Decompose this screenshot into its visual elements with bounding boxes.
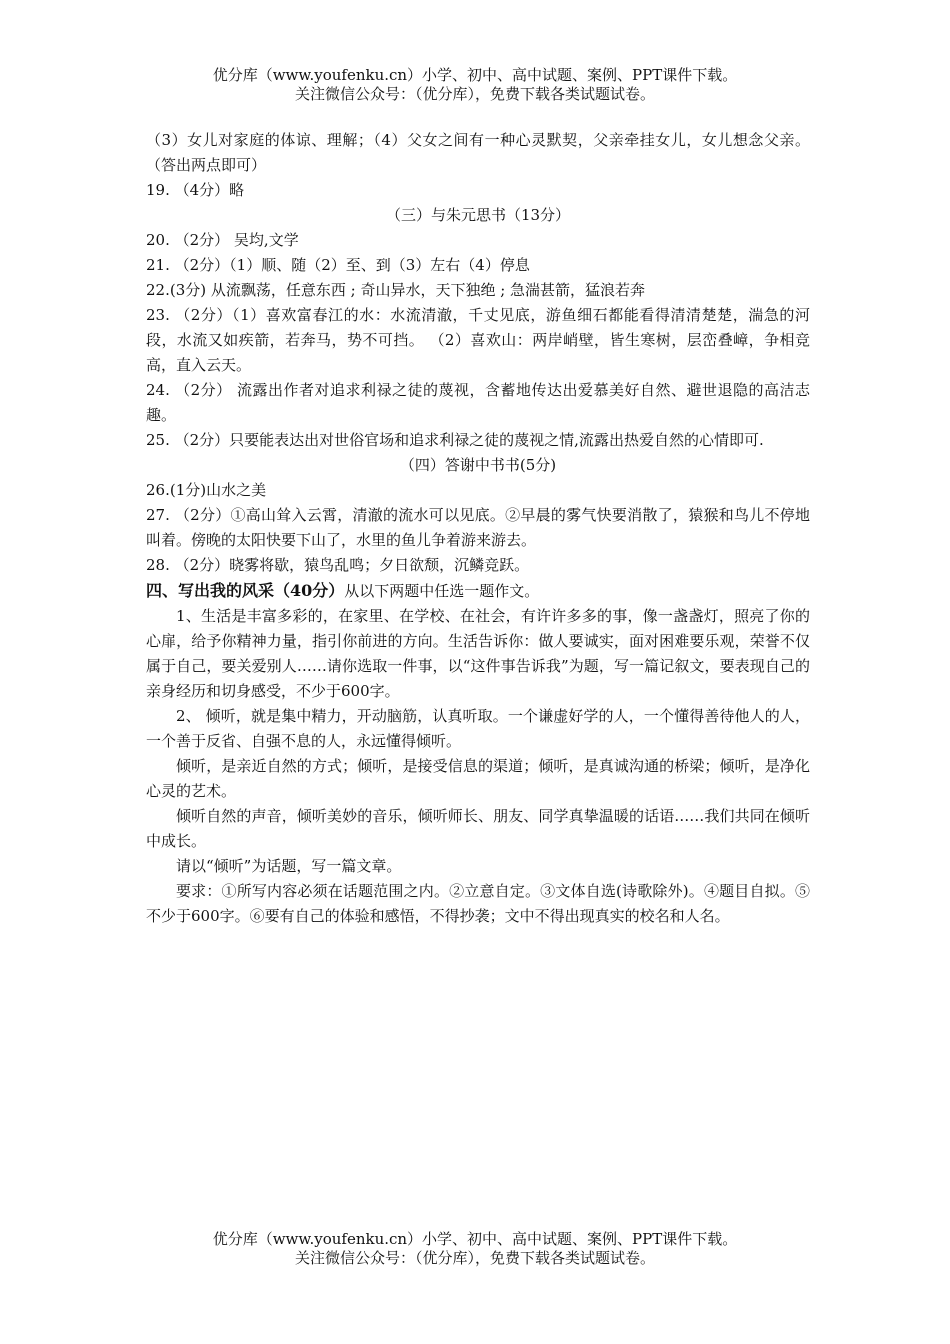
answer-27: 27. （2分）①高山耸入云霄，清澈的流水可以见底。②早晨的雾气快要消散了，猿猴和鸟儿不停地叫着。傍晚的太阳快要下山了，水里的鱼儿争着游来游去。 (146, 506, 810, 549)
essay-requirements: 要求：①所写内容必须在话题范围之内。②立意自定。③文体自选(诗歌除外)。④题目自拟。⑤不少于600字。⑥要有自己的体验和感悟，不得抄袭；文中不得出现真实的校名和人名。 (146, 882, 810, 925)
essay-topic-1: 1、生活是丰富多彩的，在家里、在学校、在社会，有许许多多的事，像一盏盏灯，照亮了你的心扉，给予你精神力量，指引你前进的方向。生活告诉你：做人要诚实，面对困难要乐观，荣誉不仅属于自己，要关爱别人……请你选取一件事，以“这件事告诉我”为题，写一篇记叙文，要表现自己的亲身经历和切身感受，不少于600字。 (146, 607, 810, 700)
answer-23: 23. （2分）（1）喜欢富春江的水：水流清澈，千丈见底，游鱼细石都能看得清清楚楚，湍急的河段，水流又如疾箭，若奔马，势不可挡。 （2）喜欢山：两岸峭壁，皆生寒树，层峦叠嶂，争相竞高，直入云天。 (146, 306, 810, 374)
answer-25: 25. （2分）只要能表达出对世俗官场和追求利禄之徒的蔑视之情,流露出热爱自然的心情即可. (146, 431, 764, 449)
answer-26: 26.(1分)山水之美 (146, 481, 267, 499)
section-heading-3: （三）与朱元思书（13分） (385, 206, 571, 224)
answer-21: 21. （2分）（1）顺、随（2）至、到（3）左右（4）停息 (146, 256, 530, 274)
answer-content (146, 128, 810, 929)
essay-topic-2-prompt: 请以“倾听”为话题，写一篇文章。 (176, 857, 402, 875)
header-line-1: 优分库（www.youfenku.cn）小学、初中、高中试题、案例、PPT课件下载。 (212, 66, 738, 84)
page-footer (0, 1230, 950, 1268)
footer-line-1: 优分库（www.youfenku.cn）小学、初中、高中试题、案例、PPT课件下载。 (212, 1230, 738, 1248)
essay-topic-2-para-3: 倾听自然的声音，倾听美妙的音乐，倾听师长、朋友、同学真挚温暖的话语……我们共同在倾听中成长。 (146, 807, 810, 850)
answer-20: 20. （2分） 吴均,文学 (146, 231, 299, 249)
section-heading-4: （四）答谢中书书(5分) (399, 456, 557, 474)
writing-section-instruction: 从以下两题中任选一题作文。 (344, 582, 540, 600)
page-header (0, 66, 950, 104)
answer-22: 22.(3分) 从流飘荡，任意东西 ; 奇山异水，天下独绝 ; 急湍甚箭，猛浪若奔 (146, 281, 646, 299)
header-line-2: 关注微信公众号：（优分库），免费下载各类试题试卷。 (294, 85, 655, 103)
writing-section-heading (146, 578, 810, 604)
essay-topic-2: 2、 倾听，就是集中精力，开动脑筋，认真听取。一个谦虚好学的人，一个懂得善待他人的人，一个善于反省、自强不息的人，永远懂得倾听。 (146, 707, 810, 750)
answer-28: 28. （2分）晓雾将歇，猿鸟乱鸣；夕日欲颓，沉鳞竞跃。 (146, 556, 530, 574)
footer-line-2: 关注微信公众号：（优分库），免费下载各类试题试卷。 (294, 1249, 655, 1267)
writing-section-title: 四、写出我的风采（40分） (146, 581, 345, 600)
essay-topic-2-para-2: 倾听，是亲近自然的方式；倾听，是接受信息的渠道；倾听，是真诚沟通的桥梁；倾听，是净化心灵的艺术。 (146, 757, 810, 800)
answer-19: 19. （4分）略 (146, 181, 245, 199)
answer-24: 24. （2分） 流露出作者对追求利禄之徒的蔑视，含蓄地传达出爱慕美好自然、避世退隐的高洁志趣。 (146, 381, 810, 424)
answer-18-cont: （3）女儿对家庭的体谅、理解；（4）父女之间有一种心灵默契，父亲牵挂女儿，女儿想念父亲。（答出两点即可） (146, 131, 810, 174)
